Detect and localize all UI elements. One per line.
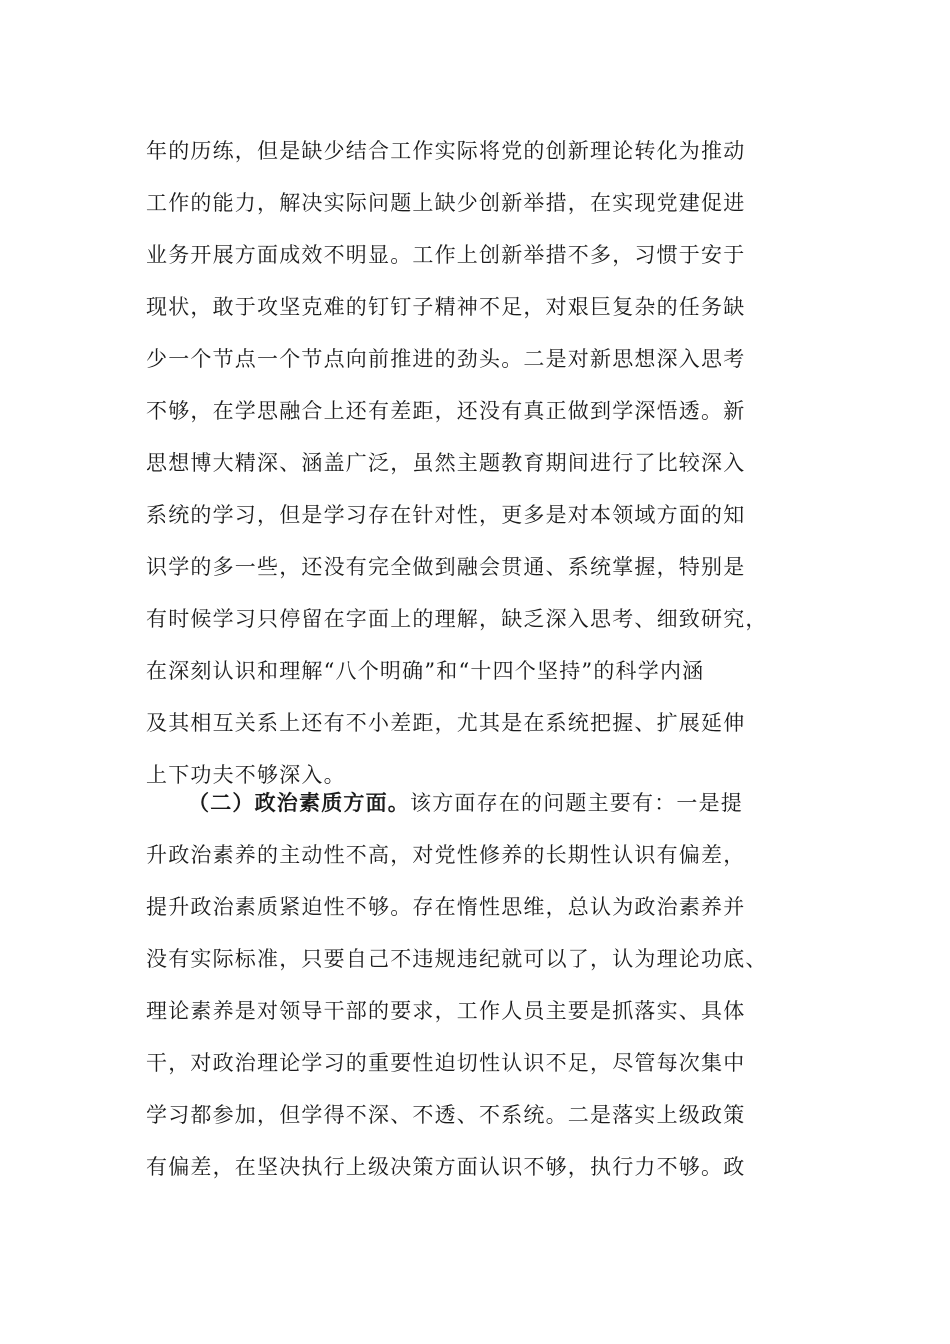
text-line: 升政治素养的主动性不高，对党性修养的长期性认识有偏差， bbox=[146, 843, 746, 867]
text-line: 干，对政治理论学习的重要性迫切性认识不足，尽管每次集中 bbox=[146, 1051, 746, 1075]
text-line: 工作的能力，解决实际问题上缺少创新举措，在实现党建促进 bbox=[146, 191, 746, 215]
text-line: 有偏差，在坚决执行上级决策方面认识不够，执行力不够。政 bbox=[146, 1155, 746, 1179]
text-line: 上下功夫不够深入。 bbox=[146, 763, 346, 787]
text-line: 没有实际标准，只要自己不违规违纪就可以了，认为理论功底、 bbox=[146, 947, 768, 971]
paragraph-continuation bbox=[146, 133, 811, 809]
text-line: 不够，在学思融合上还有差距，还没有真正做到学深悟透。新 bbox=[146, 399, 746, 423]
text-line: 少一个节点一个节点向前推进的劲头。二是对新思想深入思考 bbox=[146, 347, 746, 371]
text-line: 及其相互关系上还有不小差距，尤其是在系统把握、扩展延伸 bbox=[146, 711, 746, 735]
text-line: 理论素养是对领导干部的要求，工作人员主要是抓落实、具体 bbox=[146, 999, 746, 1023]
paragraph-political-quality bbox=[146, 785, 811, 1201]
text-line: 识学的多一些，还没有完全做到融会贯通、系统掌握，特别是 bbox=[146, 555, 746, 579]
paragraph-first-line bbox=[146, 785, 811, 837]
text-line: 系统的学习，但是学习存在针对性，更多是对本领域方面的知 bbox=[146, 503, 746, 527]
text-line: 在深刻认识和理解“八个明确”和“十四个坚持”的科学内涵 bbox=[146, 659, 705, 683]
text-line: 年的历练，但是缺少结合工作实际将党的创新理论转化为推动 bbox=[146, 139, 746, 163]
text-line: 有时候学习只停留在字面上的理解，缺乏深入思考、细致研究， bbox=[146, 607, 768, 631]
text-line: 思想博大精深、涵盖广泛，虽然主题教育期间进行了比较深入 bbox=[146, 451, 746, 475]
text-line: 学习都参加，但学得不深、不透、不系统。二是落实上级政策 bbox=[146, 1103, 746, 1127]
text-line: 现状，敢于攻坚克难的钉钉子精神不足，对艰巨复杂的任务缺 bbox=[146, 295, 746, 319]
section-heading: （二）政治素质方面。 bbox=[188, 790, 410, 815]
text-line: 业务开展方面成效不明显。工作上创新举措不多，习惯于安于 bbox=[146, 243, 746, 267]
heading-followup-text: 该方面存在的问题主要有：一是提 bbox=[410, 791, 743, 815]
text-line: 提升政治素质紧迫性不够。存在惰性思维，总认为政治素养并 bbox=[146, 895, 746, 919]
